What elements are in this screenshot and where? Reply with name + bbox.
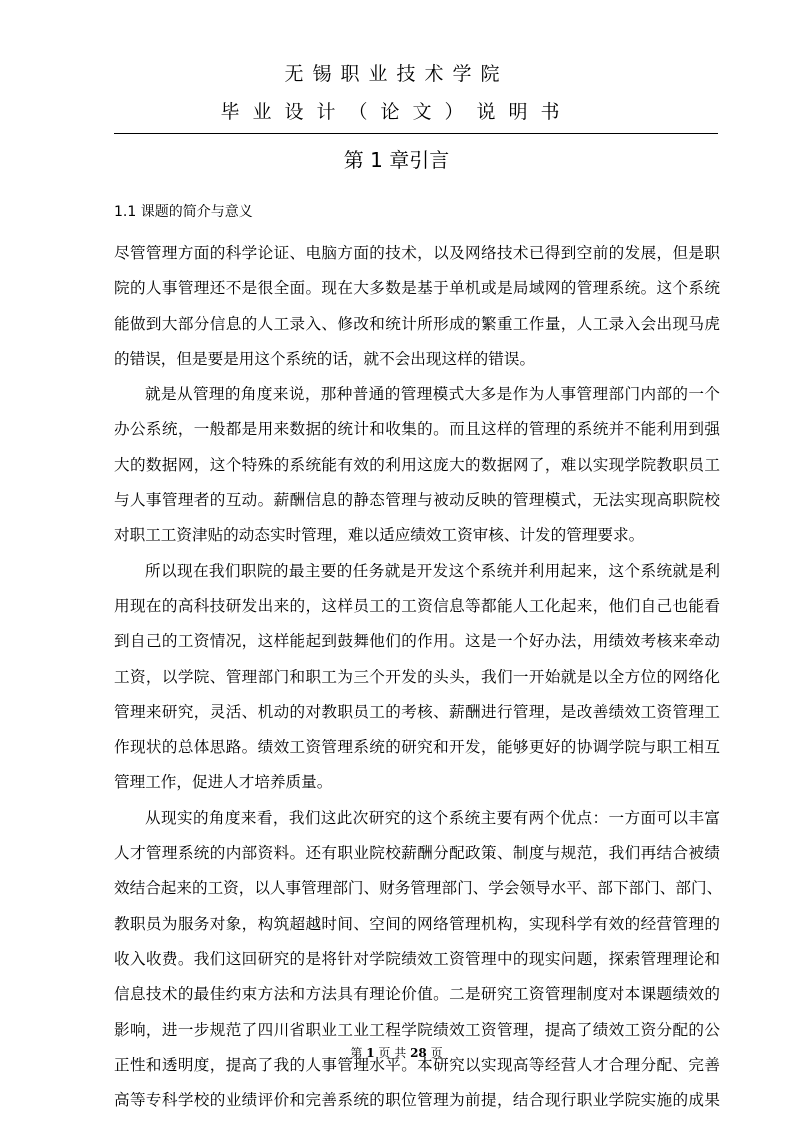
text-line: 所以现在我们职院的最主要的任务就是开发这个系统并利用起来，这个系统就是利 [145, 561, 720, 580]
text-line: 收入收费。我们这回研究的是将针对学院绩效工资管理中的现实问题，探索管理理论和 [114, 949, 720, 968]
body-text [114, 244, 723, 1127]
header-divider [114, 133, 718, 134]
text-line: 大的数据网，这个特殊的系统能有效的利用这庞大的数据网了，难以实现学院教职员工 [114, 455, 720, 474]
page-footer [0, 1044, 793, 1061]
text-line: 作现状的总体思路。绩效工资管理系统的研究和开发，能够更好的协调学院与职工相互 [114, 738, 720, 757]
text-line: 办公系统，一般都是用来数据的统计和收集的。而且这样的管理的系统并不能利用到强 [114, 420, 720, 439]
text-line: 就是从管理的角度来说，那种普通的管理模式大多是作为人事管理部门内部的一个 [145, 385, 720, 404]
footer-prefix: 第 [350, 1046, 363, 1060]
school-name: 无锡职业技术学院 [284, 63, 509, 85]
text-line: 用现在的高科技研发出来的，这样员工的工资信息等都能人工化起来，他们自己也能看 [114, 596, 720, 615]
current-page-number: 1 [366, 1046, 375, 1060]
footer-middle: 页 共 [378, 1046, 407, 1060]
text-line: 院的人事管理还不是很全面。现在大多数是基于单机或是局域网的管理系统。这个系统 [114, 279, 720, 298]
text-line: 从现实的角度来看，我们这此次研究的这个系统主要有两个优点：一方面可以丰富 [145, 808, 720, 827]
text-line: 人才管理系统的内部资料。还有职业院校薪酬分配政策、制度与规范，我们再结合被绩 [114, 844, 720, 863]
text-line: 正性和透明度，提高了我的人事管理水平。本研究以实现高等经营人才合理分配、完善 [114, 1055, 720, 1074]
text-line: 教职员为服务对象，构筑超越时间、空间的网络管理机构，实现科学有效的经营管理的 [114, 914, 720, 933]
text-line: 的错误，但是要是用这个系统的话，就不会出现这样的错误。 [114, 349, 536, 368]
text-line: 效结合起来的工资，以人事管理部门、财务管理部门、学会领导水平、部下部门、部门、 [114, 879, 723, 898]
text-line: 能做到大部分信息的人工录入、修改和统计所形成的繁重工作量，人工录入会出现马虎 [114, 314, 720, 333]
text-line: 到自己的工资情况，这样能起到鼓舞他们的作用。这是一个好办法，用绩效考核来牵动 [114, 632, 720, 651]
text-line: 尽管管理方面的科学论证、电脑方面的技术，以及网络技术已得到空前的发展，但是职 [114, 244, 720, 262]
section-title: 1.1 课题的简介与意义 [114, 204, 253, 220]
text-line: 管理工作，促进人才培养质量。 [114, 773, 333, 792]
footer-suffix: 页 [430, 1046, 443, 1060]
text-line: 与人事管理者的互动。薪酬信息的静态管理与被动反映的管理模式，无法实现高职院校 [114, 491, 720, 510]
text-line: 影响，进一步规范了四川省职业工业工程学院绩效工资管理，提高了绩效工资分配的公 [114, 1020, 720, 1039]
text-line: 工资，以学院、管理部门和职工为三个开发的头头，我们一开始就是以全方位的网络化 [114, 667, 720, 686]
text-line: 高等专科学校的业绩评价和完善系统的职位管理为前提，结合现行职业学院实施的成果 [114, 1091, 720, 1110]
text-line: 管理来研究，灵活、机动的对教职员工的考核、薪酬进行管理，是改善绩效工资管理工 [114, 702, 720, 721]
text-line: 对职工工资津贴的动态实时管理，难以适应绩效工资审核、计发的管理要求。 [114, 526, 645, 545]
total-pages-number: 28 [410, 1046, 427, 1060]
document-type-title: 毕业设计（论文）说明书 [220, 101, 573, 123]
chapter-title: 第 1 章引言 [343, 148, 450, 172]
text-line: 信息技术的最佳约束方法和方法具有理论价值。二是研究工资管理制度对本课题绩效的 [114, 985, 720, 1004]
